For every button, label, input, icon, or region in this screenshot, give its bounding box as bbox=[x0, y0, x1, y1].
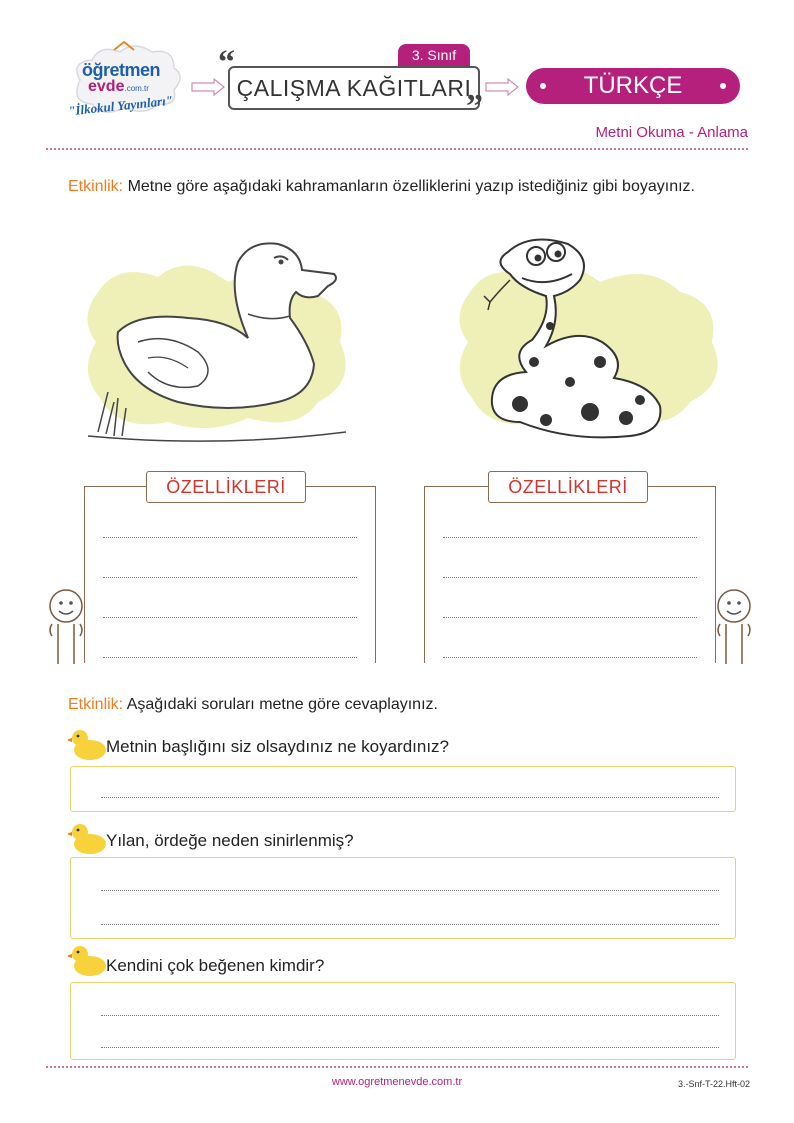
activity1-label: Etkinlik: bbox=[68, 178, 124, 195]
question-2-text: Yılan, ördeğe neden sinirlenmiş? bbox=[106, 831, 354, 850]
duckling-icon bbox=[68, 822, 108, 856]
features-board-snake bbox=[424, 486, 716, 663]
subject-label: TÜRKÇE bbox=[583, 72, 683, 99]
header-divider bbox=[46, 148, 748, 150]
logo-sub-text bbox=[88, 78, 149, 96]
writing-line bbox=[103, 657, 357, 658]
activity2-instruction bbox=[68, 690, 708, 719]
writing-line bbox=[443, 657, 697, 658]
arrow-right-icon bbox=[484, 78, 520, 96]
footer-divider bbox=[46, 1066, 748, 1068]
duck-illustration bbox=[78, 222, 358, 452]
logo-domain-suffix: .com.tr bbox=[124, 84, 149, 93]
pill-dot-right bbox=[720, 83, 726, 89]
worksheet-title: ÇALIŞMA KAĞITLARI bbox=[236, 74, 472, 101]
activity2-text: Aşağıdaki soruları metne göre cevaplayınız. bbox=[126, 696, 438, 713]
peeking-kid-icon bbox=[712, 584, 760, 664]
open-quote-mark: “ bbox=[218, 44, 235, 81]
question-3-answer-box[interactable] bbox=[70, 982, 736, 1060]
grade-tab: 3. Sınıf bbox=[398, 44, 470, 66]
duckling-icon bbox=[68, 728, 108, 762]
writing-line bbox=[101, 890, 719, 891]
logo-main-text: öğretmen bbox=[82, 60, 161, 80]
features-board-duck bbox=[84, 486, 376, 663]
question-1-text: Metnin başlığını siz olsaydınız ne koyardınız? bbox=[106, 737, 450, 756]
writing-line bbox=[103, 537, 357, 538]
writing-line bbox=[101, 924, 719, 925]
writing-line bbox=[443, 617, 697, 618]
features-title-duck: ÖZELLİKLERİ bbox=[146, 471, 306, 503]
activity1-instruction bbox=[68, 172, 708, 201]
writing-line bbox=[443, 577, 697, 578]
peeking-kid-icon bbox=[40, 584, 88, 664]
footer-document-code: 3.-Snf-T-22.Hft-02 bbox=[677, 1079, 750, 1089]
writing-line bbox=[101, 1047, 719, 1048]
question-1-answer-box[interactable] bbox=[70, 766, 736, 812]
writing-line bbox=[103, 577, 357, 578]
logo-sub-word: evde bbox=[88, 78, 125, 95]
worksheet-title-box bbox=[228, 66, 480, 110]
activity1-text: Metne göre aşağıdaki kahramanların özelliklerini yazıp istediğiniz gibi boyayınız. bbox=[127, 178, 695, 195]
footer-website-link[interactable]: www.ogretmenevde.com.tr bbox=[331, 1076, 463, 1088]
activity2-label: Etkinlik: bbox=[68, 696, 124, 713]
writing-line bbox=[101, 797, 719, 798]
pill-dot-left bbox=[540, 83, 546, 89]
logo-tagline: "İlkokul Yayınları" bbox=[67, 92, 174, 119]
publisher-logo bbox=[62, 40, 192, 125]
close-quote-mark: ” bbox=[466, 88, 483, 125]
writing-line bbox=[103, 617, 357, 618]
snake-illustration bbox=[450, 222, 730, 452]
features-title-snake: ÖZELLİKLERİ bbox=[488, 471, 648, 503]
topic-subtitle: Metni Okuma - Anlama bbox=[595, 124, 748, 141]
subject-pill bbox=[526, 68, 740, 104]
writing-line bbox=[101, 1015, 719, 1016]
question-2-answer-box[interactable] bbox=[70, 857, 736, 939]
duckling-icon bbox=[68, 944, 108, 978]
writing-line bbox=[443, 537, 697, 538]
question-3-text: Kendini çok beğenen kimdir? bbox=[106, 956, 325, 975]
